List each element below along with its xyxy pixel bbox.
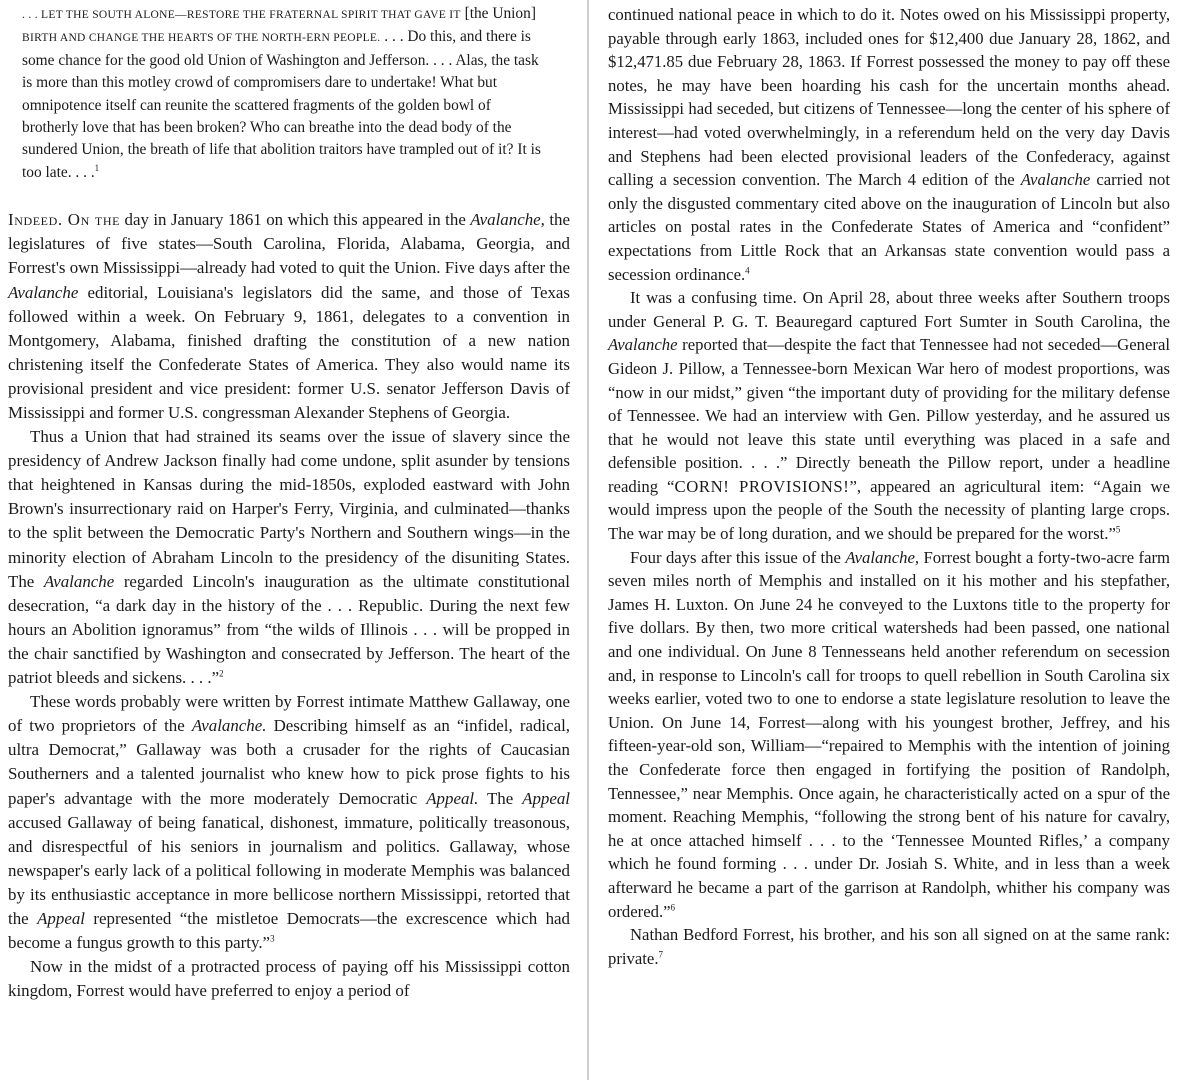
paragraph [608,546,1170,924]
italic-run: Avalanche [608,335,678,355]
lead-in: Indeed. On the [8,210,121,230]
text-run: Nathan Bedford Forrest, his brother, and his son all signed on at the same rank: private. [608,925,1170,968]
text-run: Four days after this issue of the [630,547,841,567]
paragraph [608,923,1170,970]
footnote-ref-2: 2 [219,668,224,679]
text-run: the legislatures of five states—South Carolina, Florida, Alabama, Georgia, and Forrest's own Mississippi—already had voted to quit the Union. Five days after the [8,210,570,278]
text-run: It was a confusing time. On April 28, about three weeks after Southern troops under General P. G. T. Beauregard captured Fort Sumter in South Carolina, the [608,288,1170,331]
text-run: Describing himself as an “infidel, radical, ultra Democrat,” Gallaway was both a crusader for the rights of Caucasian Southerners and a talented journalist who knew how to pick prose fights to his paper's advantage with the more moderately Democratic [8,716,570,808]
headline-caps: CORN! PROVISIONS! [674,476,850,496]
text-run: day in January 1861 on which this appeared in the [124,210,466,230]
paragraph [608,3,1170,286]
italic-run: Avalanche [43,571,115,591]
quote-bracket: [the Union] [464,5,536,22]
italic-run: Avalanche, [845,547,920,567]
quote-caps-2: BIRTH AND CHANGE THE HEARTS OF THE NORTH-ERN PEOPLE. [22,32,381,45]
italic-run: Appeal [37,908,85,928]
text-run: Now in the midst of a protracted process of paying off his Mississippi cotton kingdom, Forrest would have preferred to enjoy a period of [8,957,570,1001]
paragraph [8,690,570,955]
paragraph [8,425,570,690]
paragraph [8,208,570,425]
text-run: editorial, Louisiana's legislators did the same, and those of Texas followed within a week. On February 9, 1861, delegates to a convention in Montgomery, Alabama, finished drafting the constitution of a new nation christening itself the Confederate States of America. They also would name its provisional president and vice president: former U.S. senator Jefferson Davis of Mississippi and former U.S. congressman Alexander Stephens of Georgia. [8,282,570,422]
italic-run: Avalanche [8,282,79,302]
italic-run: Avalanche. [191,716,267,736]
text-run: Forrest bought a forty-two-acre farm seven miles north of Memphis and installed on it his mother and his stepfather, James H. Luxton. On June 24 he conveyed to the Luxtons title to the property for five dollars. By then, two more critical watersheds had been passed, one national and one individual. On June 8 Tennesseans held another referendum on secession and, in response to Lincoln's call for troops to quell rebellion in South Carolina six weeks earlier, voted two to one to endorse a state legislature resolution to leave the Union. On June 14, Forrest—along with his youngest brother, Jeffrey, and his fifteen-year-old son, William—“repaired to Memphis with the intention of joining the Confederate force then engaged in fortifying the position of Randolph, Tennessee,” near Memphis. Once again, he characteristically acted on a spur of the moment. Reaching Memphis, “following the strong bent of his nature for cavalry, he at once attached himself . . . to the ‘Tennessee Mounted Rifles,’ a company which he found forming . . . under Dr. Josiah S. White, and in less than a week afterward he became a part of the garrison at Randolph, whither his company was ordered.” [608,547,1171,921]
left-column [0,0,585,1080]
italic-run: Avalanche [1020,170,1091,190]
footnote-ref-1: 1 [94,162,100,173]
italic-run: Avalanche, [470,210,545,230]
text-run: ”, appeared an agricultural item: “Again we would impress upon the people of the South the necessity of planting large crops. The war may be of long duration, and we should be prepared for the worst.” [608,476,1170,544]
quote-text: . . . Do this, and there is some chance for the good old Union of Washington and Jefferson. . . . Alas, the task is more than this motley crowd of compromisers dare to undertake! What but omnipotence itself can reunite the scattered fragments of the golden bowl of brotherly love that has been broken? Who can breathe into the dead body of the sundered Union, the breath of life that abolition traitors have trampled out of it? It is too late. . . . [22,28,541,181]
text-run: These words probably were written by Forrest intimate Matthew Gallaway, one of two proprietors of the [8,692,570,736]
footnote-ref-6: 6 [670,902,676,912]
text-run: continued national peace in which to do it. Notes owed on his Mississippi property, payable through early 1863, included ones for $12,400 due January 28, 1862, and $12,471.85 due February 28, 1863. If Forrest possessed the money to pay off these notes, he may have been hoarding his cash for the uncertain months ahead. Mississippi had seceded, but citizens of Tennessee—long the center of his sphere of interest—had voted overwhelmingly, in a referendum held on the very day Davis and Stephens had been elected provisional leaders of the Confederacy, against calling a secession convention. The March 4 edition of the [608,5,1170,190]
spacer [8,184,570,208]
text-run: represented “the mistletoe Democrats—the excrescence which had become a fungus growth to this party.” [8,908,570,953]
paragraph [8,955,570,1003]
block-quote [22,3,542,184]
text-run: Thus a Union that had strained its seams over the issue of slavery since the presidency of Andrew Jackson finally had come undone, split asunder by tensions that heightened in Kansas during the mid-1850s, exploded eastward with John Brown's insurrectionary raid on Harper's Ferry, Virginia, and culminated—thanks to the split between the Democratic Party's Northern and Southern wings—in the minority election of Abraham Lincoln to the presidency of the disuniting States. The [8,427,570,591]
paragraph [608,286,1170,546]
italic-run: Appeal. [426,788,479,808]
column-divider [587,0,589,1080]
quote-caps-1: . . . LET THE SOUTH ALONE—RESTORE THE FRATERNAL SPIRIT THAT GAVE IT [22,9,461,21]
text-run: reported that—despite the fact that Tennessee had not seceded—General Gideon J. Pillow, a Tennessee-born Mexican War hero of modest proportions, was “now in our midst,” given “the important duty of providing for the military defense of Tennessee. We had an interview with Gen. Pillow yesterday, and he assured us that he would not leave this state until everything was placed in a safe and defensible position. . . .” Directly beneath the Pillow report, under a headline reading “ [608,335,1170,496]
text-run: accused Gallaway of being fanatical, dishonest, immature, politically treasonous, and disrespectful of his seniors in journalism and politics. Gallaway, whose newspaper's early lack of a political following in moderate Memphis was balanced by its enthusiastic acceptance in more bellicose northern Mississippi, retorted that the [8,812,570,928]
text-run: carried not only the disgusted commentary cited above on the inauguration of Lincoln but also articles on postal rates in the Confederate States of America and “confident” expectations from Little Rock that an Arkansas state convention would pass a secession ordinance. [608,170,1171,284]
footnote-ref-3: 3 [270,933,275,944]
text-run: The [486,788,514,808]
italic-run: Appeal [522,788,570,808]
text-run: regarded Lincoln's inauguration as the ultimate constitutional desecration, “a dark day in the history of the . . . Republic. During the next few hours an Abolition ignoramus” from “the wilds of Illinois . . . will be propped in the chair sanctified by Washington and consecrated by Jefferson. The heart of the patriot bleeds and sickens. . . .” [8,571,570,688]
right-column [591,0,1184,1080]
footnote-ref-7: 7 [658,949,664,960]
footnote-ref-5: 5 [1115,524,1121,535]
footnote-ref-4: 4 [745,264,750,275]
